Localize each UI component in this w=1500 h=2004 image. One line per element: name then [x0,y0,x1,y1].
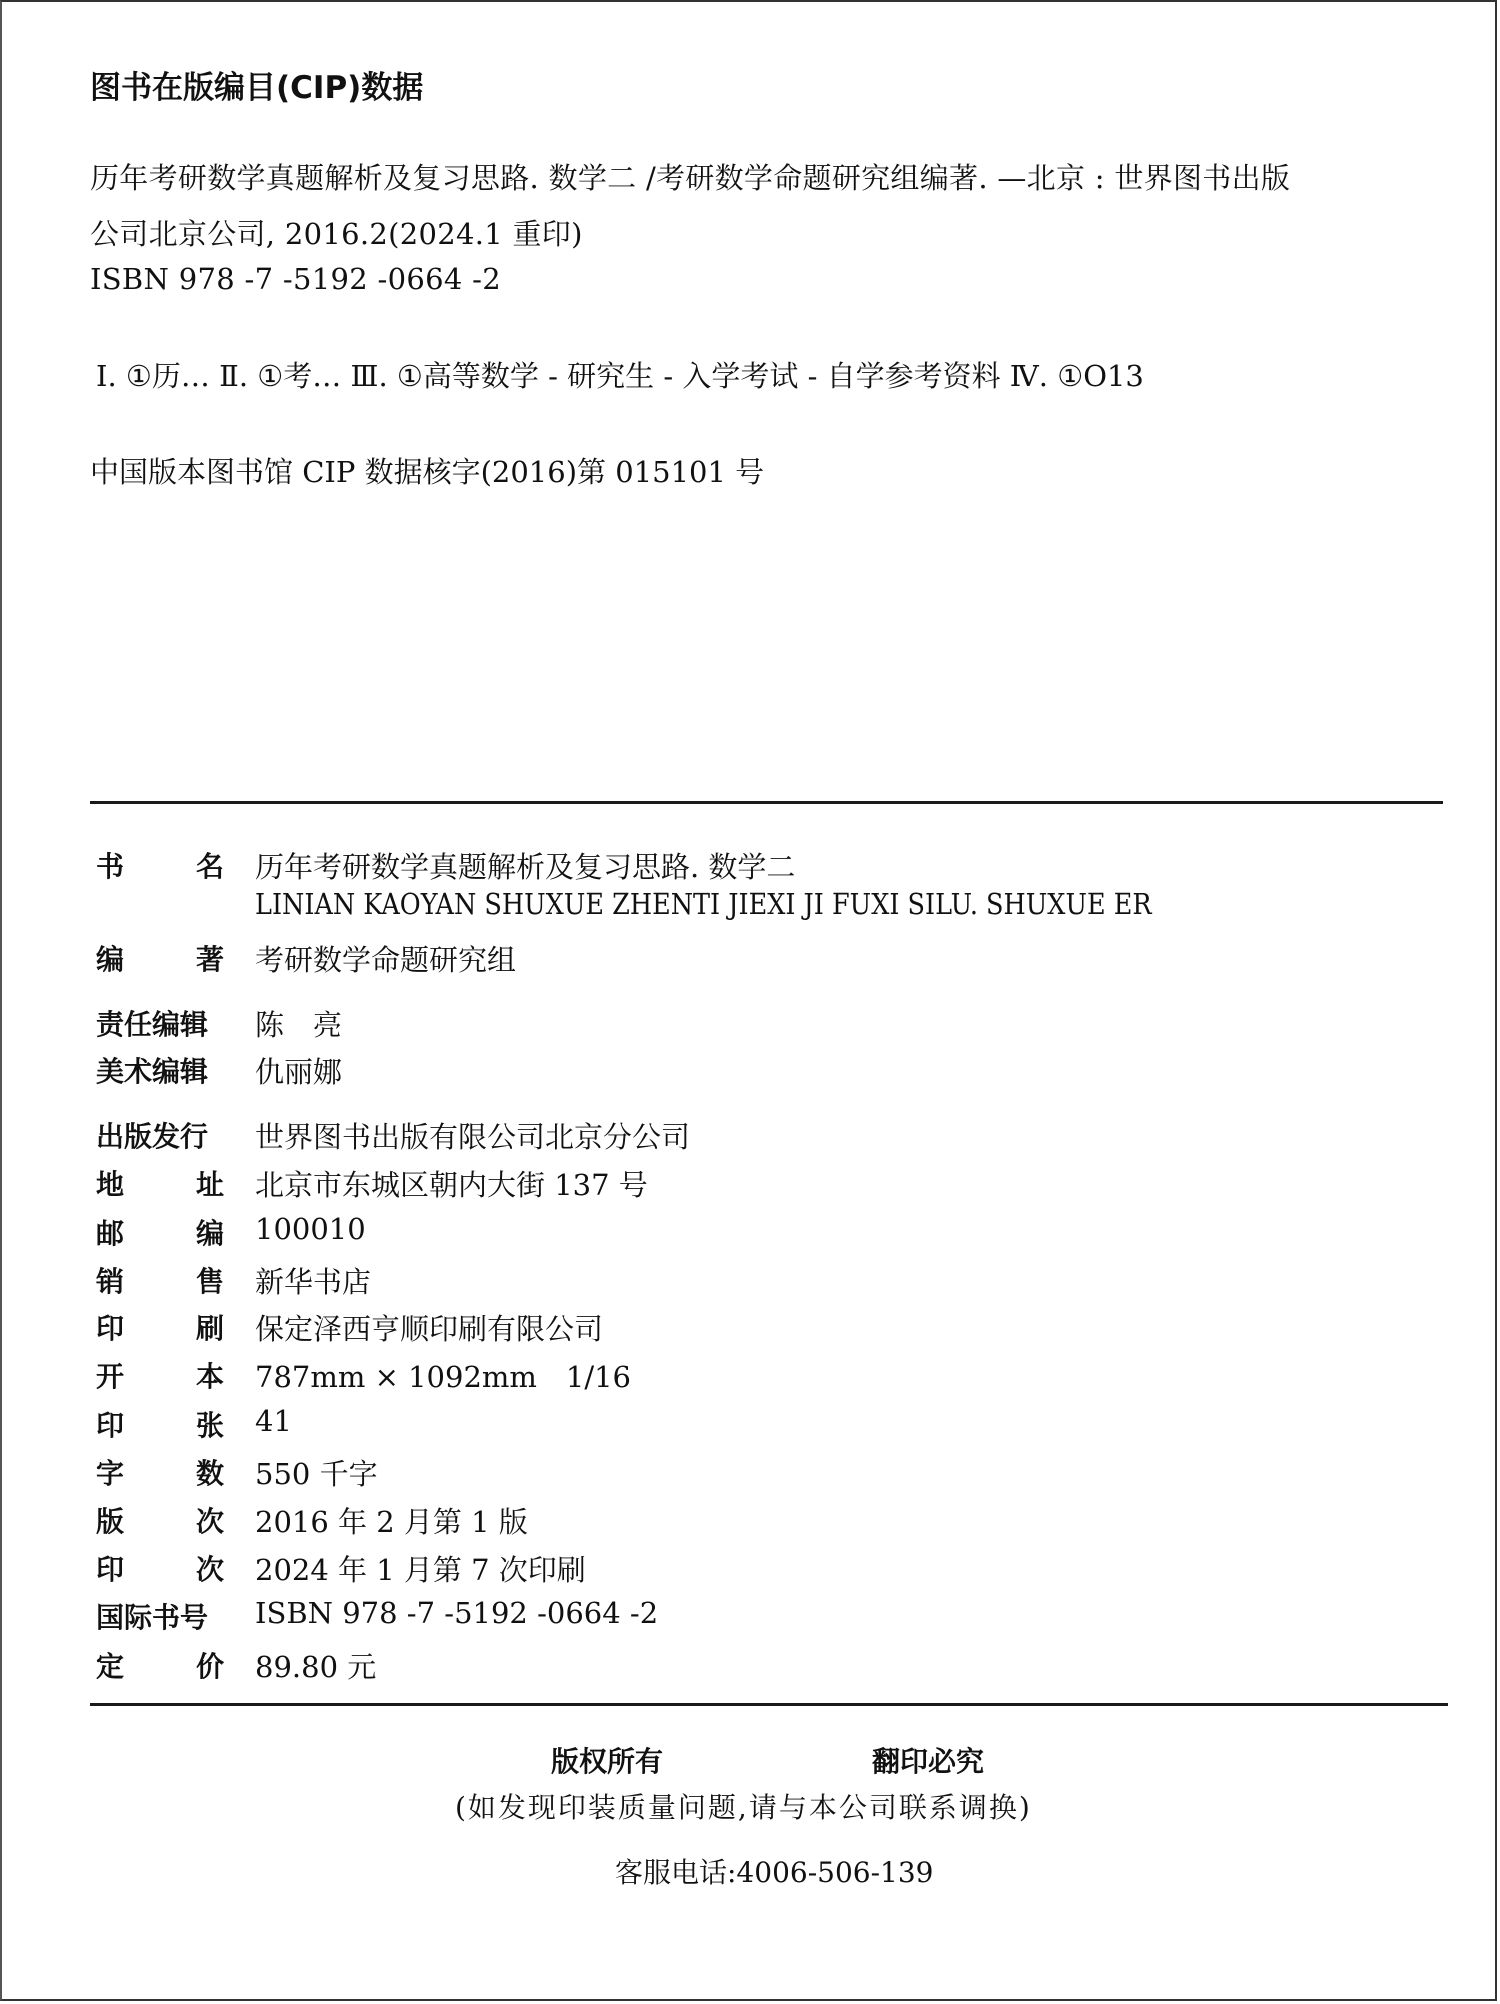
label-distributor: 销 售 [96,1265,224,1298]
row-editor [96,1003,1396,1043]
row-isbn [96,1596,1396,1636]
cip-isbn: ISBN 978 -7 -5192 -0664 -2 [90,262,501,296]
divider-bottom [90,1703,1448,1706]
label-postcode: 邮 编 [96,1217,224,1250]
label-editor: 责任编辑 [96,1008,209,1041]
label-author: 编 著 [96,943,224,976]
row-printer [96,1307,1396,1347]
label-book-title: 书 名 [96,850,224,883]
label-art-editor: 美术编辑 [96,1055,209,1088]
cip-number: 中国版本图书馆 CIP 数据核字(2016)第 015101 号 [90,455,765,489]
cip-classification: Ⅰ. ①历… Ⅱ. ①考… Ⅲ. ①高等数学 - 研究生 - 入学考试 - 自学参考资料 Ⅳ. ①O13 [96,359,1144,393]
label-sheets: 印 张 [96,1409,224,1442]
value-price: 89.80 元 [255,1650,377,1684]
label-price: 定 价 [96,1650,224,1683]
row-publisher [96,1115,1396,1155]
value-printer: 保定泽西亨顺印刷有限公司 [255,1312,604,1346]
quality-note: (如发现印装质量问题,请与本公司联系调换) [455,1791,1032,1824]
value-art-editor: 仇丽娜 [255,1055,343,1089]
row-postcode [96,1212,1396,1252]
label-edition: 版 次 [96,1505,224,1538]
label-address: 地 址 [96,1168,224,1201]
row-address [96,1163,1396,1203]
value-word-count: 550 千字 [255,1457,378,1491]
value-address: 北京市东城区朝内大街 137 号 [255,1168,648,1202]
value-edition: 2016 年 2 月第 1 版 [255,1505,528,1539]
value-book-title-pinyin: LINIAN KAOYAN SHUXUE ZHENTI JIEXI JI FUXI SILU. SHUXUE ER [255,887,1152,921]
row-price [96,1645,1396,1685]
divider-top [90,801,1443,804]
row-distributor [96,1260,1396,1300]
row-art-editor [96,1050,1396,1090]
value-book-title: 历年考研数学真题解析及复习思路. 数学二 [255,850,796,884]
value-editor: 陈 亮 [255,1008,343,1042]
row-edition [96,1500,1396,1540]
row-sheets [96,1404,1396,1444]
row-printing [96,1548,1396,1588]
label-printer: 印 刷 [96,1312,224,1345]
label-word-count: 字 数 [96,1457,224,1490]
value-sheets: 41 [255,1404,292,1438]
rights-reserved: 版权所有 [551,1745,664,1778]
label-printing: 印 次 [96,1553,224,1586]
service-phone: 客服电话:4006-506-139 [615,1856,934,1889]
value-author: 考研数学命题研究组 [255,943,517,977]
label-format: 开 本 [96,1360,224,1393]
piracy-warning: 翻印必究 [872,1745,985,1778]
row-word-count [96,1452,1396,1492]
value-distributor: 新华书店 [255,1265,372,1299]
value-publisher: 世界图书出版有限公司北京分公司 [255,1120,691,1154]
cip-record-line-2: 公司北京公司, 2016.2(2024.1 重印) [90,217,583,251]
value-isbn: ISBN 978 -7 -5192 -0664 -2 [255,1596,659,1630]
label-publisher: 出版发行 [96,1120,209,1153]
row-author [96,938,1396,978]
row-book-title [96,845,1396,885]
value-format: 787mm × 1092mm 1/16 [255,1360,632,1394]
value-printing: 2024 年 1 月第 7 次印刷 [255,1553,586,1587]
cip-record-line-1: 历年考研数学真题解析及复习思路. 数学二 /考研数学命题研究组编著. —北京 : 世界图书出版 [90,161,1291,195]
cip-title: 图书在版编目(CIP)数据 [90,70,424,106]
value-postcode: 100010 [255,1212,366,1246]
label-isbn: 国际书号 [96,1601,209,1634]
row-format [96,1355,1396,1395]
